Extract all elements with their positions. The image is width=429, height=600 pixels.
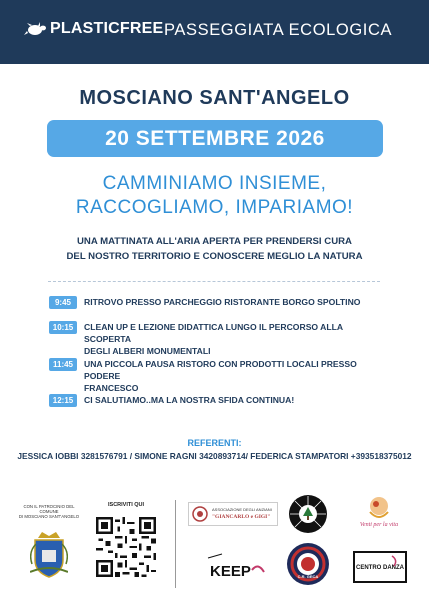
header-title: PASSEGGIATA ECOLOGICA	[164, 21, 393, 39]
tagline	[0, 172, 429, 220]
schedule-time: 11:45	[49, 358, 77, 371]
schedule-description-line: RITROVO PRESSO PARCHEGGIO RISTORANTE BORGO SPOLTINO	[84, 297, 361, 307]
municipal-crest-icon	[30, 532, 68, 578]
sponsor-association-line-1: ASSOCIAZIONE DEGLI ANZIANI	[212, 507, 272, 512]
schedule-description-line: CLEAN UP E LEZIONE DIDATTICA LUNGO IL PERCORSO ALLA SCOPERTA	[84, 322, 343, 344]
tagline-line-2: RACCOGLIAMO, IMPARIAMO!	[75, 197, 354, 218]
sponsor-vento-text: Venti per la vita	[359, 522, 399, 528]
patronage-text	[18, 504, 80, 519]
turtle-icon	[24, 22, 46, 36]
event-town: MOSCIANO SANT'ANGELO	[79, 87, 350, 109]
schedule-item	[49, 321, 389, 357]
sponsor-keep-text: KEEP	[210, 563, 251, 580]
intro-line-2: DEL NOSTRO TERRITORIO E CONOSCERE MEGLIO LA NATURA	[66, 251, 363, 262]
patronage-line: DI MOSCIANO SANT'ANGELO	[18, 514, 80, 519]
sponsor-association-logo	[188, 502, 278, 526]
schedule-item	[49, 296, 360, 312]
schedule-description	[84, 394, 294, 406]
schedule-description	[84, 296, 360, 308]
intro-text	[0, 234, 429, 264]
tagline-line-1: CAMMINIAMO INSIEME,	[102, 173, 327, 194]
sponsor-vento-logo	[354, 492, 404, 540]
signup-label: ISCRIVITI QUI	[108, 502, 145, 508]
header-bar	[0, 0, 429, 64]
sponsor-club-logo	[286, 542, 330, 586]
footer-sponsors	[0, 490, 429, 600]
event-date: 20 SETTEMBRE 2026	[47, 120, 383, 157]
schedule-time: 10:15	[49, 321, 77, 334]
sponsor-keep-logo	[204, 548, 266, 584]
schedule-item	[49, 358, 389, 394]
patronage-line: CON IL PATROCINIO DEL COMUNE	[23, 504, 75, 514]
signup-qr-code[interactable]	[96, 517, 156, 577]
schedule-time: 12:15	[49, 394, 77, 407]
schedule-time: 9:45	[49, 296, 77, 309]
sponsor-tree-logo	[288, 494, 328, 534]
brand-logo	[24, 20, 163, 38]
section-divider	[48, 281, 380, 282]
schedule-description-line: UNA PICCOLA PAUSA RISTORO CON PRODOTTI LOCALI PRESSO PODERE	[84, 359, 357, 381]
referents-label: REFERENTI:	[187, 438, 242, 448]
sponsor-centro-text: CENTRO DANZA	[356, 565, 404, 571]
footer-separator	[175, 500, 176, 588]
brand-name: PLASTICFREE	[50, 20, 164, 37]
schedule-description-line: DEGLI ALBERI MONUMENTALI	[84, 346, 211, 356]
schedule-item	[49, 394, 294, 410]
sponsor-association-line-2: "GIANCARLO e GIGI"	[212, 514, 271, 520]
schedule-description-line: FRANCESCO	[84, 383, 139, 393]
intro-line-1: UNA MATTINATA ALL'ARIA APERTA PER PRENDERSI CURA	[77, 236, 352, 247]
referents-names: JESSICA IOBBI 3281576791 / SIMONE RAGNI 3420893714/ FEDERICA STAMPATORI +393518375012	[17, 451, 412, 461]
schedule-description	[84, 358, 389, 394]
schedule-description	[84, 321, 389, 357]
sponsor-club-text: C.R. GECA	[297, 574, 319, 579]
schedule-description-line: CI SALUTIAMO..MA LA NOSTRA SFIDA CONTINUA!	[84, 395, 295, 405]
sponsor-centro-logo	[352, 550, 408, 584]
